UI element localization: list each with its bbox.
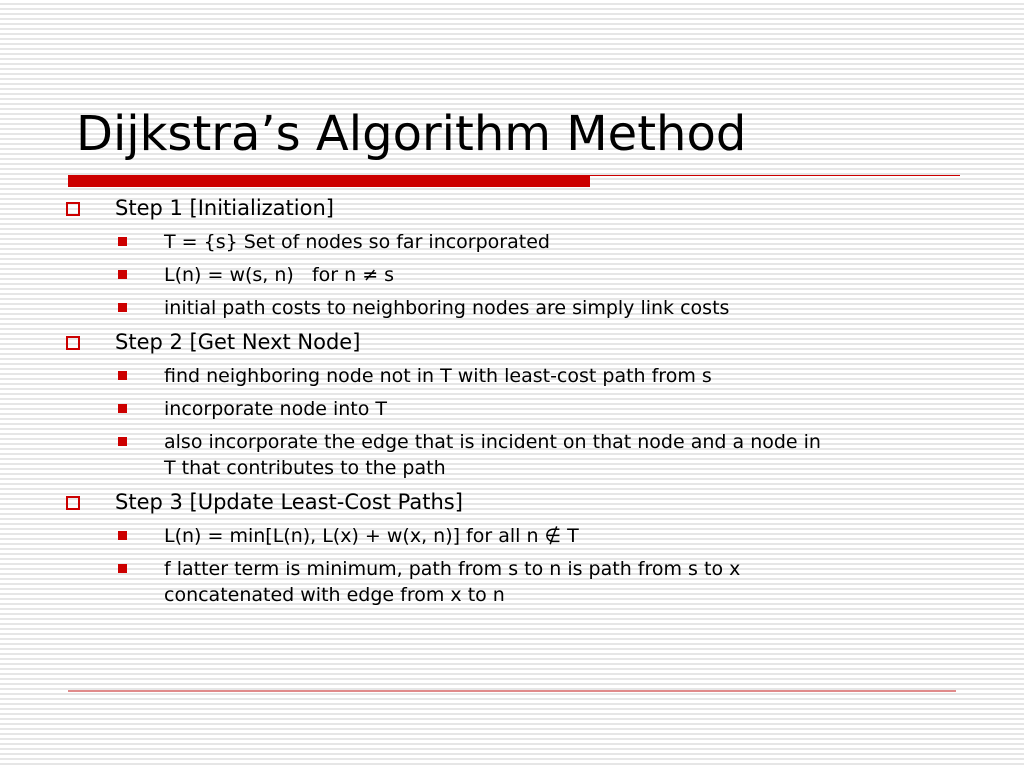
filled-square-bullet-icon bbox=[118, 270, 127, 279]
step-heading: Step 1 [Initialization] bbox=[115, 196, 334, 220]
bullet-item: initial path costs to neighboring nodes are simply link costs bbox=[164, 297, 730, 319]
bullet-item: incorporate node into T bbox=[164, 398, 388, 420]
filled-square-bullet-icon bbox=[118, 564, 127, 573]
filled-square-bullet-icon bbox=[118, 531, 127, 540]
step-heading: Step 3 [Update Least-Cost Paths] bbox=[115, 490, 463, 514]
bullet-item: L(n) = min[L(n), L(x) + w(x, n)] for all n ∉ T bbox=[164, 525, 579, 547]
bullet-item: L(n) = w(s, n) for n ≠ s bbox=[164, 264, 395, 286]
bullet-item: also incorporate the edge that is incident on that node and a node in bbox=[164, 431, 821, 453]
bullet-item-continuation: T that contributes to the path bbox=[164, 457, 446, 479]
slide-title: Dijkstra’s Algorithm Method bbox=[76, 106, 747, 162]
filled-square-bullet-icon bbox=[118, 404, 127, 413]
filled-square-bullet-icon bbox=[118, 371, 127, 380]
filled-square-bullet-icon bbox=[118, 437, 127, 446]
step-heading: Step 2 [Get Next Node] bbox=[115, 330, 361, 354]
footer-divider bbox=[68, 690, 956, 692]
filled-square-bullet-icon bbox=[118, 237, 127, 246]
bullet-item: f latter term is minimum, path from s to n is path from s to x bbox=[164, 558, 741, 580]
hollow-square-bullet-icon bbox=[66, 496, 80, 510]
bullet-item-continuation: concatenated with edge from x to n bbox=[164, 584, 505, 606]
filled-square-bullet-icon bbox=[118, 303, 127, 312]
bullet-item: find neighboring node not in T with least-cost path from s bbox=[164, 365, 712, 387]
hollow-square-bullet-icon bbox=[66, 202, 80, 216]
bullet-item: T = {s} Set of nodes so far incorporated bbox=[164, 231, 550, 253]
hollow-square-bullet-icon bbox=[66, 336, 80, 350]
